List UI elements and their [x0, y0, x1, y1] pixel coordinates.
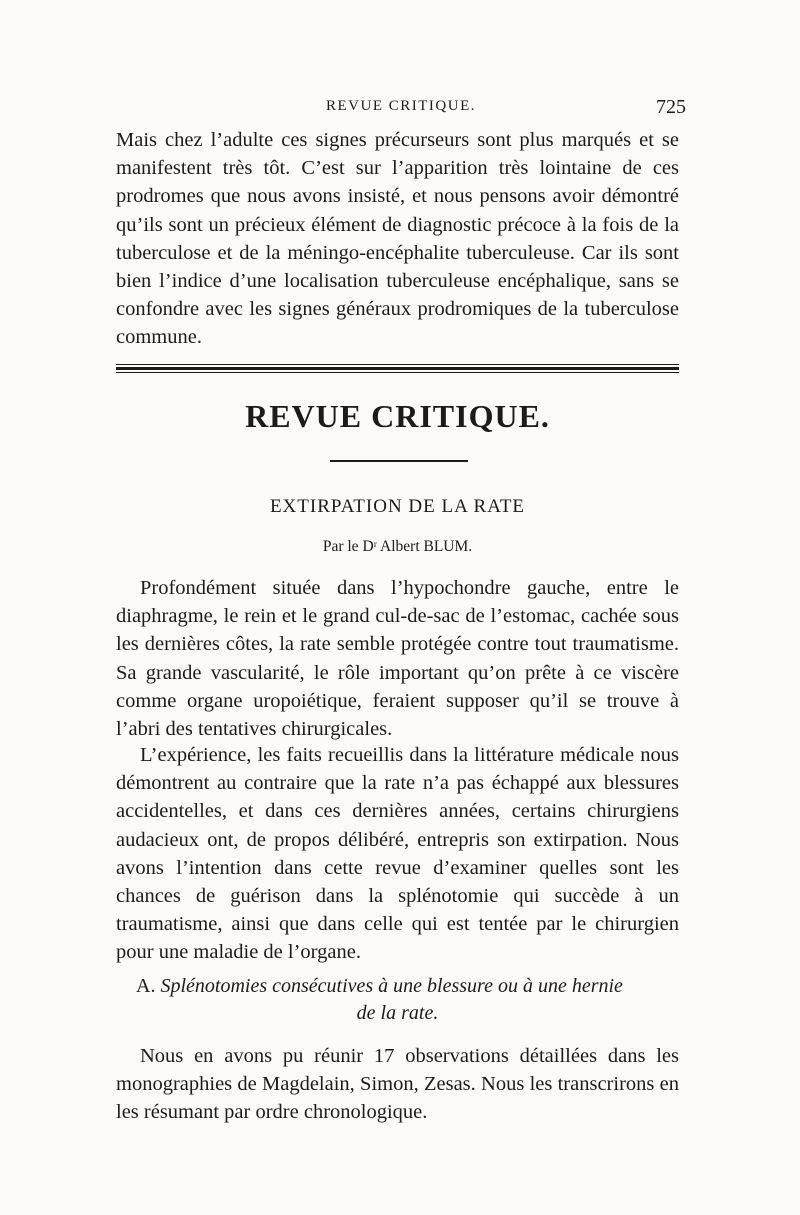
body-paragraph-1: Profondément située dans l’hypochondre gauche, entre le diaphragme, le rein et le grand cul-de-sac de l’estomac, cachée sous les dernières côtes, la rate semble protégée contre tout traumatisme. Sa grande vascularité, le rôle important qu’on prête à ce viscère comme organe uropoiétique, feraient supposer qu’il se trouve à l’abri des tentatives chirurgicales. [116, 577, 679, 741]
subheading [116, 973, 679, 1027]
page-number: 725 [656, 96, 686, 118]
subheading-label: A. [136, 975, 156, 997]
body-paragraph-2: L’expérience, les faits recueillis dans la littérature médicale nous démontrent au contraire que la rate n’a pas échappé aux blessures accidentelles, et dans ces dernières années, certains chirurgiens audacieux ont, de propos délibéré, entrepris son extirpation. Nous avons l’intention dans cette revue d’examiner quelles sont les chances de guérison dans la splénotomie qui succède à un traumatisme, ainsi que dans celle qui est tentée par le chirurgien pour une maladie de l’organe. [116, 744, 679, 964]
intro-paragraph: Mais chez l’adulte ces signes précurseurs sont plus marqués et se manifestent très tôt. C’est sur l’apparition très lointaine de ces prodromes que nous avons insisté, et nous pensons avoir démontré qu’ils sont un précieux élément de diagnostic précoce à la fois de la tuberculose et de la méningo-encéphalite tuberculeuse. Car ils sont bien l’indice d’une localisation tuberculeuse encéphalique, sans se confondre avec les signes généraux prodromiques de la tuberculose commune. [116, 129, 679, 349]
article-title: EXTIRPATION DE LA RATE [269, 496, 526, 517]
section-divider [116, 364, 679, 375]
running-head-title: REVUE CRITIQUE. [326, 98, 476, 114]
subheading-line2: de la rate. [356, 1002, 439, 1024]
title-underline [330, 460, 468, 462]
section-title: REVUE CRITIQUE. [245, 398, 550, 434]
body-paragraph-3: Nous en avons pu réunir 17 observations détaillées dans les monographies de Magdelain, Simon, Zesas. Nous les transcrirons en les résumant par ordre chronologique. [116, 1045, 679, 1124]
byline: Par le Dʳ Albert BLUM. [322, 538, 473, 555]
subheading-line1: Splénotomies consécutives à une blessure ou à une hernie [160, 975, 623, 997]
running-head [116, 96, 686, 120]
